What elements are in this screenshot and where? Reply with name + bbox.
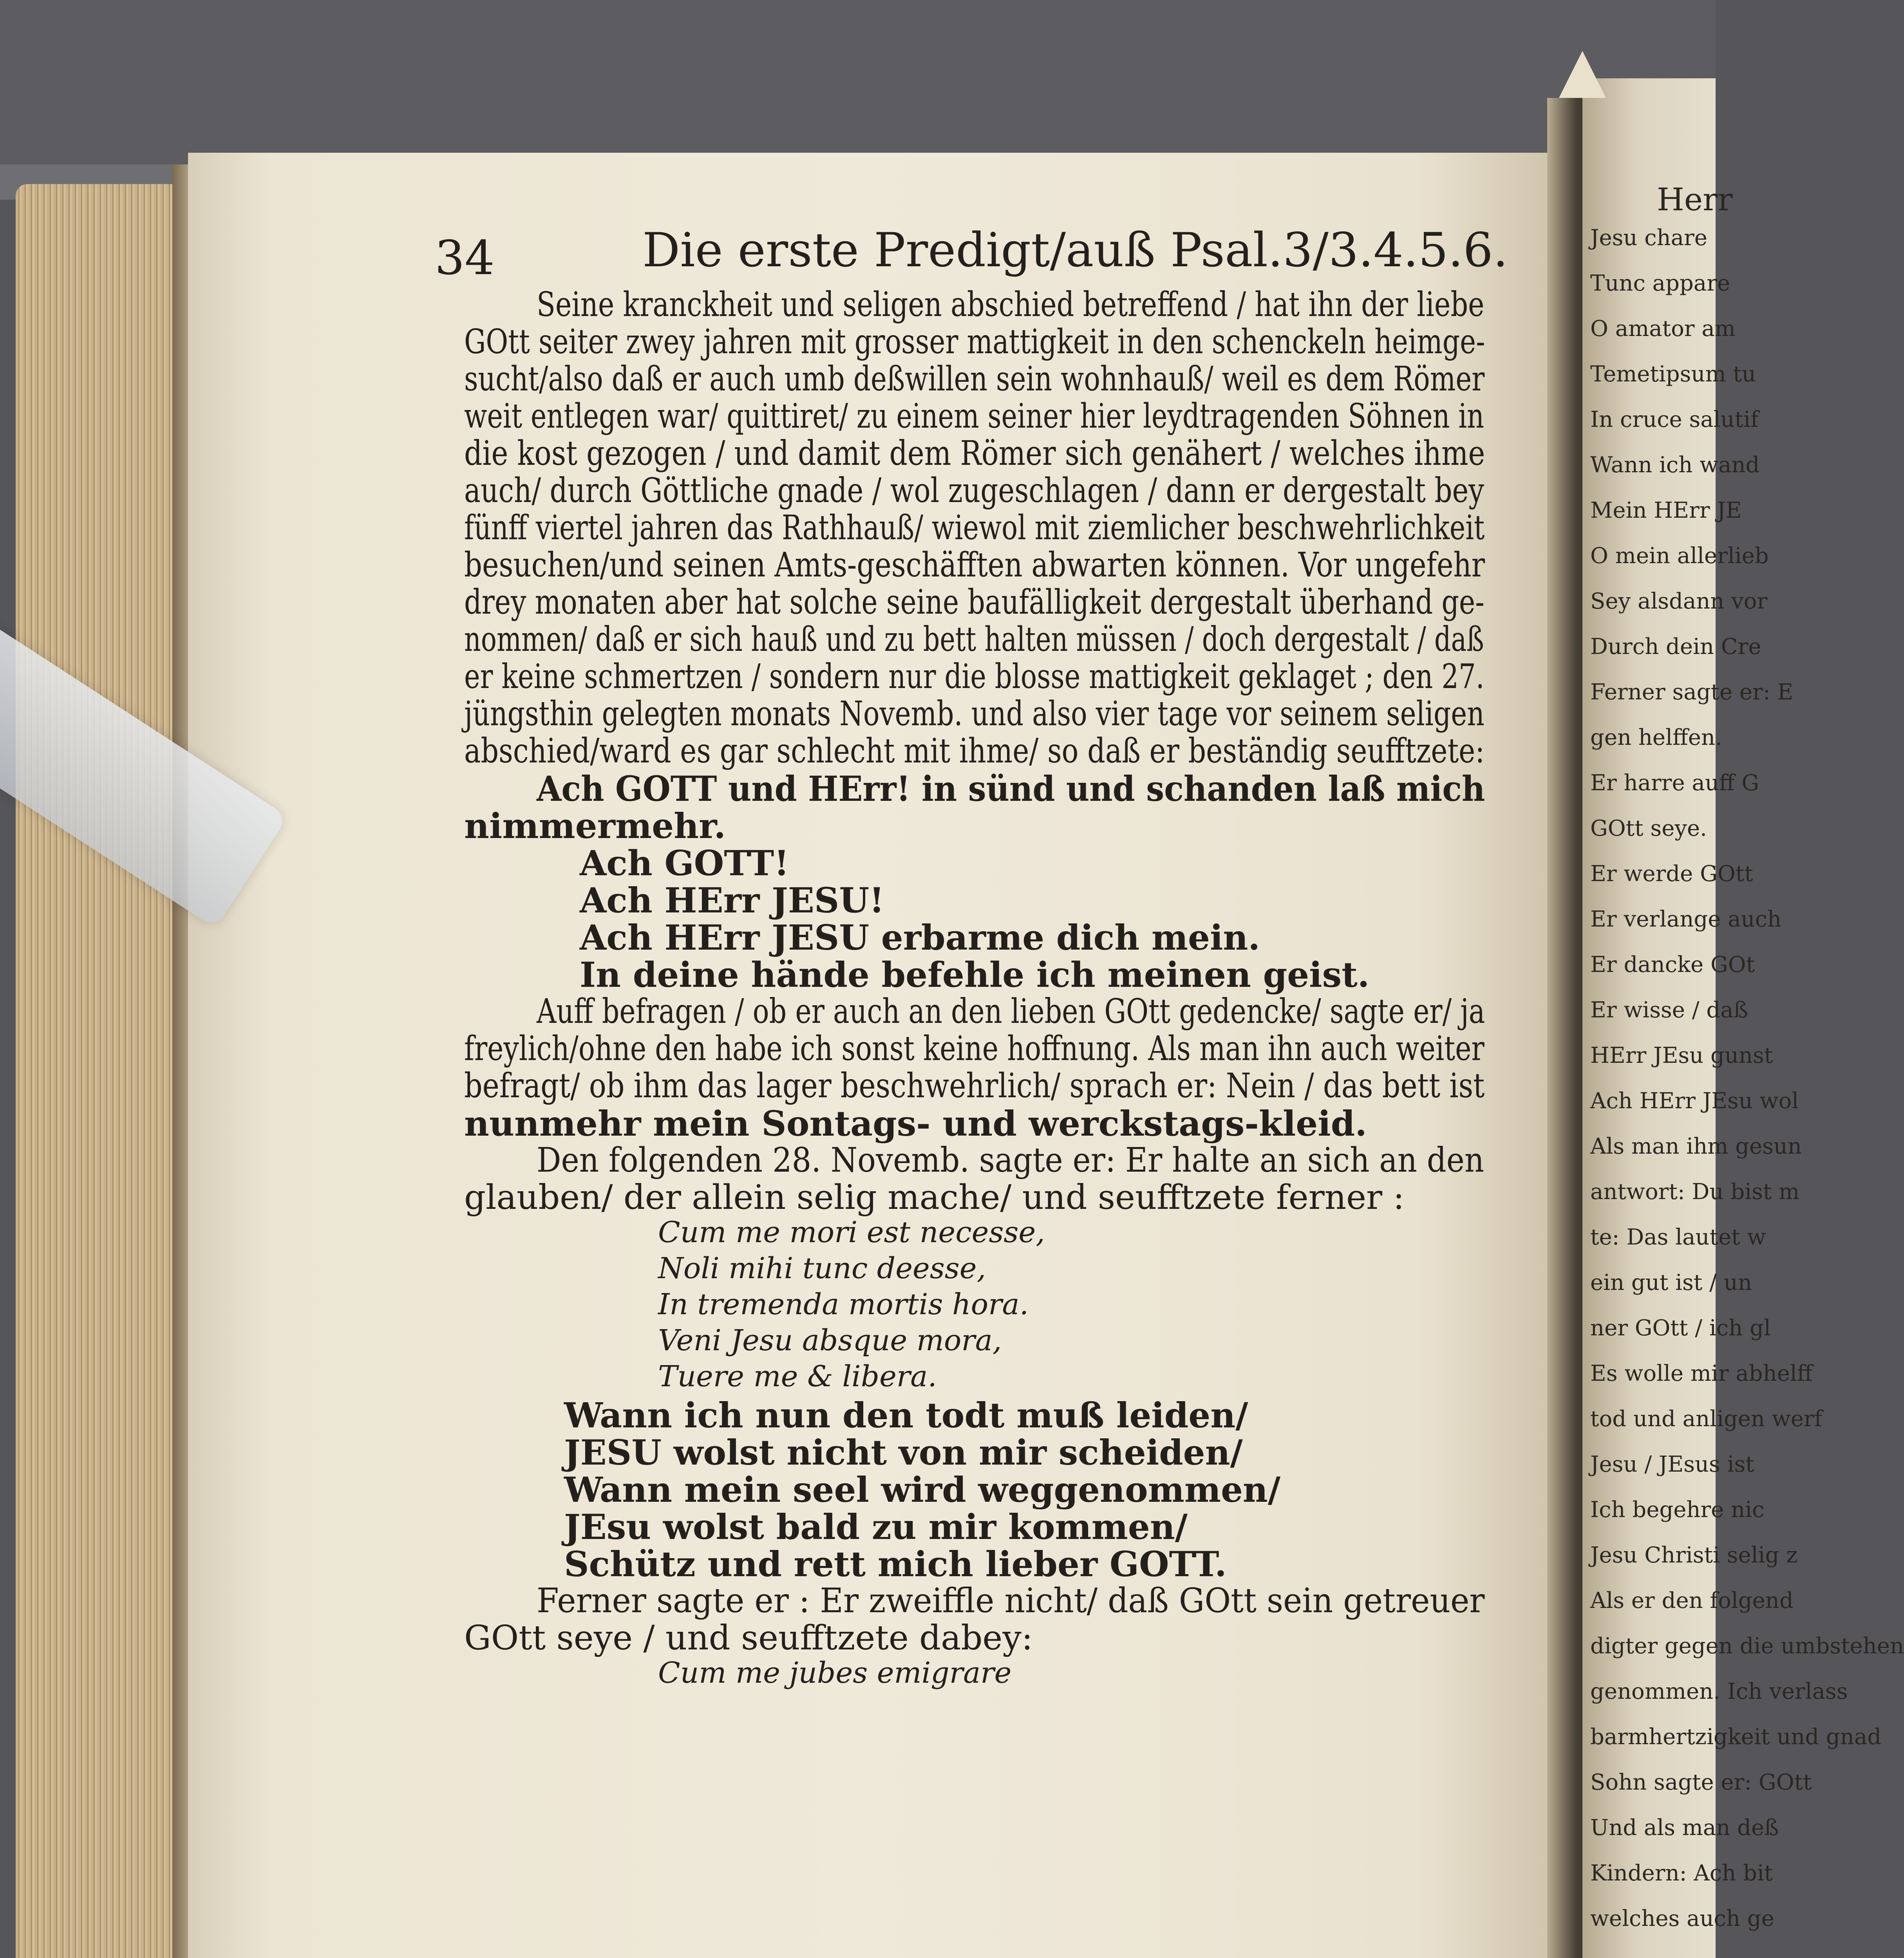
facing-line: tod und anligen werf — [1590, 1406, 1823, 1432]
facing-line: Sohn sagte er: GOtt — [1590, 1770, 1812, 1795]
text-line: In tremenda mortis hora. — [658, 1288, 1029, 1321]
facing-line: Temetipsum tu — [1590, 361, 1756, 387]
facing-line: Als er den folgend — [1590, 1588, 1794, 1613]
facing-line: ner GOtt / ich gl — [1590, 1315, 1771, 1341]
facing-line: Jesu Christi selig z — [1590, 1543, 1798, 1568]
text-line: Schütz und rett mich lieber GOTT. — [564, 1544, 1227, 1584]
text-line: sucht/also daß er auch umb deßwillen sein wohnhauß/ weil es dem Römer — [464, 359, 1485, 399]
facing-line: Er wisse / daß — [1590, 997, 1748, 1023]
facing-line: Wann ich wand — [1590, 452, 1760, 478]
page-number: 34 — [435, 231, 495, 285]
text-line: GOtt seye / und seufftzete dabey: — [464, 1618, 1033, 1658]
facing-line: Und als man deß — [1590, 1815, 1779, 1841]
text-line: freylich/ohne den habe ich sonst keine hoffnung. Als man ihn auch weiter — [464, 1029, 1485, 1068]
text-line: Wann mein seel wird weggenommen/ — [564, 1469, 1281, 1510]
facing-line: barmhertzigkeit und gnad — [1590, 1724, 1882, 1750]
page-edges — [16, 184, 188, 1958]
text-line: Ach HErr JESU erbarme dich mein. — [580, 917, 1260, 958]
text-line: nimmermehr. — [464, 806, 726, 846]
text-line: abschied/ward es gar schlecht mit ihme/ so daß er beständig seufftzete: — [464, 732, 1485, 771]
text-line: auch/ durch Göttliche gnade / wol zugeschlagen / dann er dergestalt bey — [464, 471, 1485, 510]
text-line: Den folgenden 28. Novemb. sagte er: Er halte an sich an den — [537, 1141, 1485, 1180]
facing-line: Herr — [1657, 181, 1733, 218]
text-line: besuchen/und seinen Amts-geschäfften abwarten können. Vor ungefehr — [464, 545, 1485, 585]
facing-line: GOtt seye. — [1590, 816, 1707, 841]
facing-line: Jesu chare — [1590, 225, 1707, 251]
text-line: die kost gezogen / und damit dem Römer sich genähert / welches ihme — [464, 434, 1485, 473]
text-line: Veni Jesu absque mora, — [658, 1324, 1002, 1357]
facing-line: Jesu / JEsus ist — [1590, 1452, 1754, 1477]
text-line: drey monaten aber hat solche seine baufälligkeit dergestalt überhand ge- — [464, 583, 1485, 622]
facing-line: Kindern: Ach bit — [1590, 1860, 1773, 1886]
facing-line: genommen. Ich verlass — [1590, 1679, 1848, 1704]
text-line: nunmehr mein Sontags- und werckstags-kleid. — [464, 1103, 1367, 1144]
text-line: jüngsthin gelegten monats Novemb. und also vier tage vor seinem seligen — [464, 694, 1485, 733]
facing-line: O mein allerlieb — [1590, 543, 1769, 569]
facing-line: Mein HErr JE — [1590, 498, 1742, 523]
facing-line: gen helffen. — [1590, 725, 1722, 750]
facing-line: te: Das lautet w — [1590, 1225, 1766, 1250]
text-line: Ferner sagte er : Er zweiffle nicht/ daß GOtt sein getreuer — [537, 1581, 1485, 1620]
facing-line: welches auch ge — [1590, 1906, 1774, 1931]
text-line: er keine schmertzen / sondern nur die blosse mattigkeit geklaget ; den 27. — [464, 657, 1485, 696]
facing-line: Ich begehre nic — [1590, 1497, 1765, 1523]
facing-line: HErr JEsu gunst — [1590, 1043, 1773, 1068]
page-tab — [1559, 51, 1606, 98]
facing-line: Sey alsdann vor — [1590, 589, 1768, 614]
facing-line: Er harre auff G — [1590, 770, 1759, 796]
facing-line: antwort: Du bist m — [1590, 1179, 1800, 1205]
text-line: glauben/ der allein selig mache/ und seufftzete ferner : — [464, 1178, 1405, 1217]
facing-line: Ach HErr JEsu wol — [1590, 1088, 1799, 1114]
text-line: Ach GOTT! — [580, 843, 789, 883]
facing-line: O amator am — [1590, 316, 1736, 341]
text-line: Auff befragen / ob er auch an den lieben GOtt gedencke/ sagte er/ ja — [537, 992, 1485, 1031]
text-line: GOtt seiter zwey jahren mit grosser mattigkeit in den schenckeln heimge- — [464, 322, 1485, 361]
facing-line: In cruce salutif — [1590, 407, 1759, 432]
text-line: nommen/ daß er sich hauß und zu bett halten müssen / doch dergestalt / daß — [464, 620, 1484, 659]
text-line: JESU wolst nicht von mir scheiden/ — [564, 1432, 1243, 1473]
background — [0, 0, 1716, 164]
facing-line: Er werde GOtt — [1590, 861, 1753, 887]
text-line: Wann ich nun den todt muß leiden/ — [564, 1395, 1248, 1436]
facing-line: Er dancke GOt — [1590, 952, 1755, 977]
text-line: weit entlegen war/ quittiret/ zu einem seiner hier leydtragenden Söhnen in — [464, 397, 1485, 436]
text-line: befragt/ ob ihm das lager beschwehrlich/ sprach er: Nein / das bett ist — [464, 1066, 1485, 1105]
facing-line: Es wolle mir abhelff — [1590, 1361, 1813, 1386]
facing-line: Tunc appare — [1590, 271, 1730, 296]
text-line: Noli mihi tunc deesse, — [658, 1252, 986, 1285]
facing-line: Als man ihm gesun — [1590, 1134, 1802, 1159]
facing-line: Durch dein Cre — [1590, 634, 1761, 659]
text-line: Ach GOTT und HErr! in sünd und schanden laß mich — [537, 768, 1485, 809]
text-line: fünff viertel jahren das Rathhauß/ wiewol mit ziemlicher beschwehrlichkeit — [464, 508, 1485, 547]
running-head: Die erste Predigt/auß Psal.3/3.4.5.6. — [642, 223, 1508, 278]
text-line: JEsu wolst bald zu mir kommen/ — [564, 1506, 1188, 1547]
text-line: Ach HErr JESU! — [580, 880, 884, 921]
text-line: In deine hände befehle ich meinen geist. — [580, 954, 1370, 995]
facing-line: Ferner sagte er: E — [1590, 679, 1794, 705]
text-line: Cum me mori est necesse, — [658, 1216, 1045, 1249]
facing-line: Er verlange auch — [1590, 907, 1782, 932]
text-line: Seine kranckheit und seligen abschied betreffend / hat ihn der liebe — [537, 285, 1485, 324]
text-line: Cum me jubes emigrare — [658, 1656, 1012, 1690]
facing-line: ein gut ist / un — [1590, 1270, 1752, 1295]
facing-line: digter gegen die umbstehen — [1590, 1633, 1904, 1659]
text-line: Tuere me & libera. — [658, 1360, 937, 1393]
